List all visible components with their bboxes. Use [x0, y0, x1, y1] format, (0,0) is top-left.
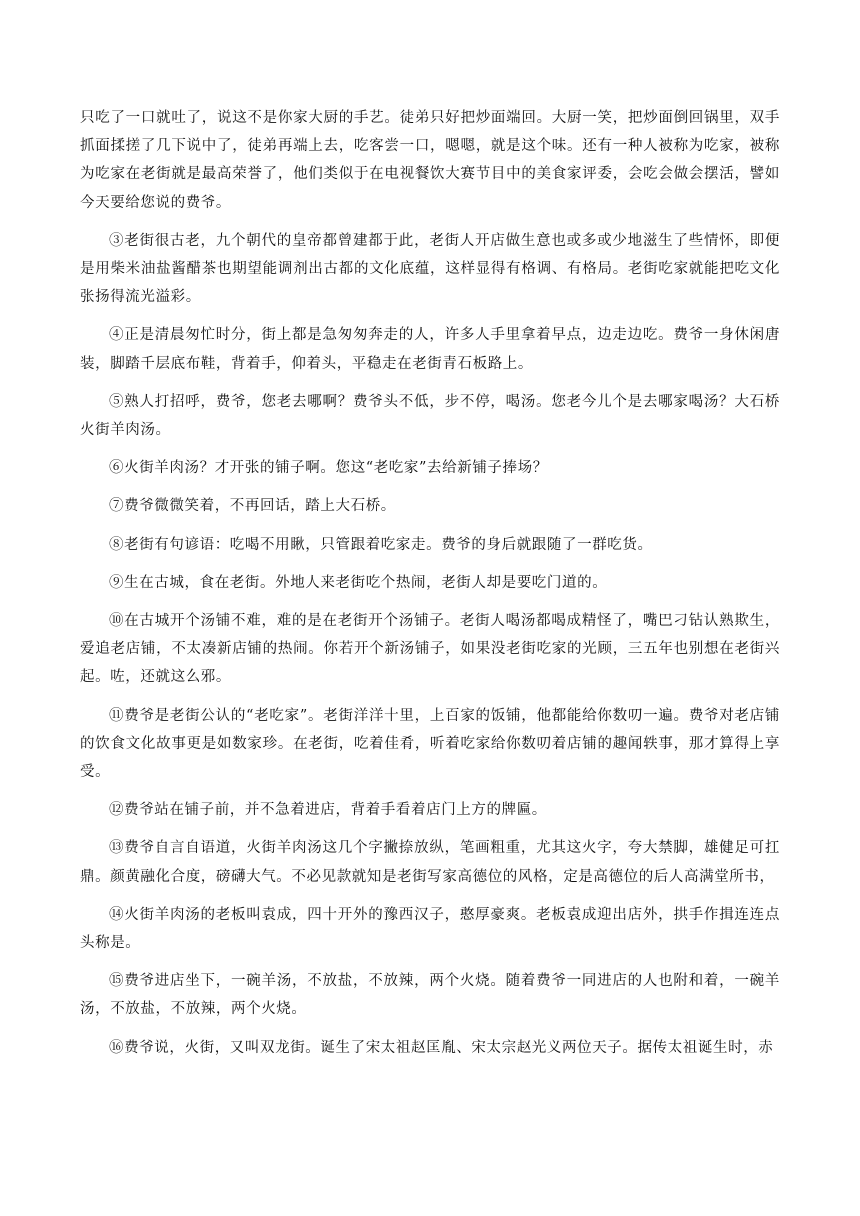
- paragraph-5: ⑤熟人打招呼，费爷，您老去哪啊？费爷头不低，步不停，喝汤。您老今儿个是去哪家喝汤？大石桥火街羊肉汤。: [80, 393, 780, 439]
- paragraph-4: ④正是清晨匆忙时分，街上都是急匆匆奔走的人，许多人手里拿着早点，边走边吃。费爷一身休闲唐装，脚踏千层底布鞋，背着手，仰着头，平稳走在老街青石板路上。: [80, 327, 780, 372]
- paragraph-16: ⑯费爷说，火街，又叫双龙街。诞生了宋太祖赵匡胤、宋太宗赵光义两位天子。据传太祖诞生时，赤: [109, 1039, 774, 1056]
- paragraph-11: ⑪费爷是老街公认的“老吃家”。老街洋洋十里，上百家的饭铺，他都能给你数叨一遍。费爷对老店铺的饮食文化故事更是如数家珍。在老街，吃着佳肴，听着吃家给你数叨着店铺的趣闻轶事，那才算得上享受。: [80, 707, 780, 781]
- paragraph-9: ⑨生在古城，食在老街。外地人来老街吃个热闹，老街人却是要吃门道的。: [109, 574, 608, 591]
- paragraph-3: ③老街很古老，九个朝代的皇帝都曾建都于此，老街人开店做生意也或多或少地滋生了些情怀，即便是用柴米油盐酱醋茶也期望能调剂出古都的文化底蕴，这样显得有格调、有格局。老街吃家就能把吃文化张扬得流光溢彩。: [80, 232, 780, 306]
- paragraph-13: ⑬费爷自言自语道，火街羊肉汤这几个字撇捺放纵，笔画粗重，尤其这火字，夸大禁脚，雄健足可扛鼎。颜黄融化合度，磅礴大气。不必见款就知是老街写家高德位的风格，定是高德位的后人高满堂所书，: [80, 840, 780, 885]
- paragraph-7: ⑦费爷微微笑着，不再回话，踏上大石桥。: [109, 498, 396, 515]
- paragraph-8: ⑧老街有句谚语：吃喝不用瞅，只管跟着吃家走。费爷的身后就跟随了一群吃货。: [109, 536, 653, 553]
- paragraph-15: ⑮费爷进店坐下，一碗羊汤，不放盐，不放辣，两个火烧。随着费爷一同进店的人也附和着，一碗羊汤，不放盐，不放辣，两个火烧。: [80, 973, 780, 1018]
- paragraph-14: ⑭火街羊肉汤的老板叫袁成，四十开外的豫西汉子，憨厚豪爽。老板袁成迎出店外，拱手作揖连连点头称是。: [80, 906, 780, 952]
- paragraph-10: ⑩在古城开个汤铺不难，难的是在老街开个汤铺子。老街人喝汤都喝成精怪了，嘴巴刁钻认熟欺生，爱追老店铺，不太凑新店铺的热闹。你若开个新汤铺子，如果没老街吃家的光顾，三五年也别想在老街兴起。咗，还就这么邪。: [80, 613, 780, 686]
- document-body: [80, 104, 780, 1072]
- paragraph-continued: 只吃了一口就吐了，说这不是你家大厨的手艺。徒弟只好把炒面端回。大厨一笑，把炒面倒回锅里，双手抓面揉搓了几下说中了，徒弟再端上去，吃客尝一口，嗯嗯，就是这个味。还有一种人被称为吃家，被称为吃家在老街就是最高荣誉了，他们类似于在电视餐饮大赛节目中的美食家评委，会吃会做会摆活，譬如今天要给您说的费爷。: [80, 110, 780, 211]
- paragraph-6: ⑥火街羊肉汤？才开张的铺子啊。您这“老吃家”去给新铺子捧场？: [109, 460, 548, 477]
- paragraph-12: ⑫费爷站在铺子前，并不急着进店，背着手看着店门上方的牌匾。: [109, 802, 547, 819]
